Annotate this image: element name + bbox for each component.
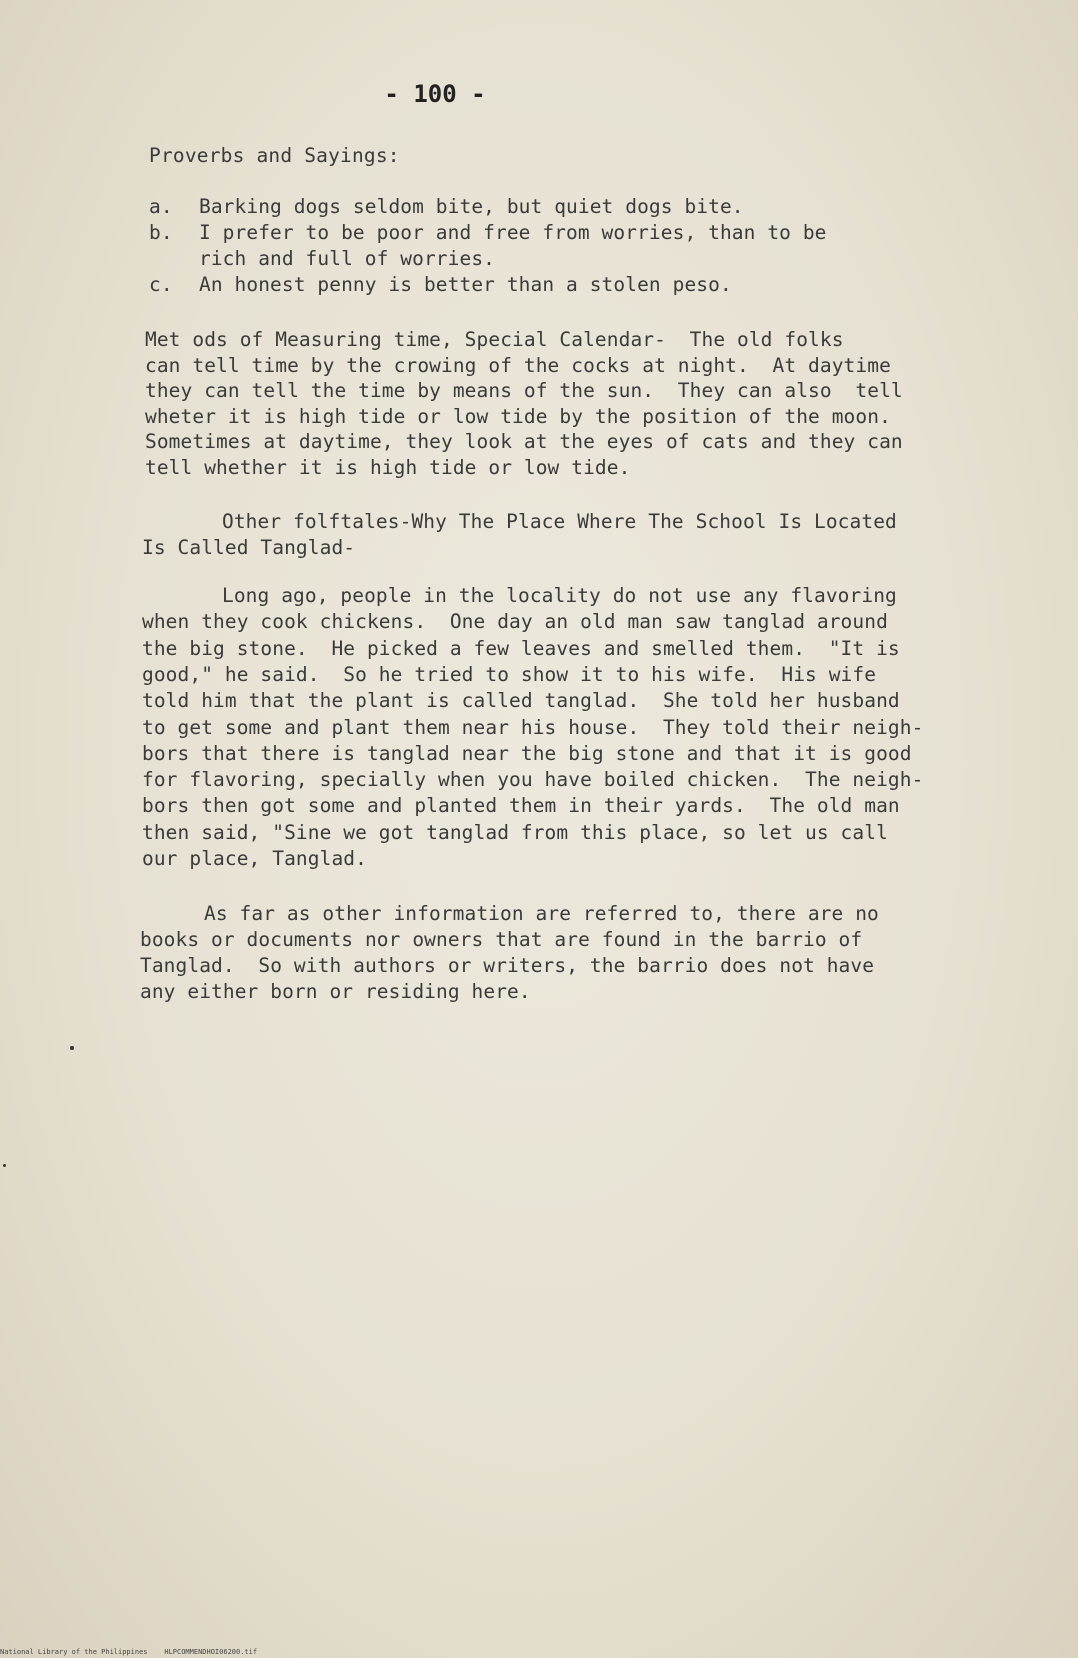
paragraph-line: good," he said. So he tried to show it to his wife. His wife bbox=[142, 662, 877, 686]
ink-speck bbox=[70, 1046, 74, 1050]
paragraph-line: any either born or residing here. bbox=[140, 980, 531, 1003]
paragraph-line: Tanglad. So with authors or writers, the barrio does not have bbox=[140, 954, 875, 977]
paragraph-line: the big stone. He picked a few leaves and smelled them. "It is bbox=[142, 636, 900, 660]
proverb-marker: a. bbox=[149, 195, 173, 218]
paragraph-line: Met ods of Measuring time, Special Calendar- The old folks bbox=[145, 328, 844, 351]
proverb-text: Barking dogs seldom bite, but quiet dogs bite. bbox=[199, 195, 744, 218]
ink-speck bbox=[3, 1164, 6, 1167]
paragraph-line: our place, Tanglad. bbox=[142, 847, 367, 870]
proverb-text: An honest penny is better than a stolen peso. bbox=[199, 273, 732, 296]
section-heading-proverbs: Proverbs and Sayings: bbox=[149, 144, 400, 167]
paragraph-line: tell whether it is high tide or low tide. bbox=[145, 456, 631, 479]
paragraph-line: they can tell the time by means of the sun. They can also tell bbox=[145, 379, 903, 403]
proverb-marker: b. bbox=[149, 221, 173, 244]
paragraph-line: As far as other information are referred to, there are no bbox=[204, 902, 879, 925]
paragraph-line: bors then got some and planted them in their yards. The old man bbox=[142, 794, 900, 818]
page-number: - 100 - bbox=[384, 80, 486, 108]
paragraph-line: told him that the plant is called tanglad. She told her husband bbox=[142, 689, 900, 713]
paragraph-line: Long ago, people in the locality do not use any flavoring bbox=[222, 584, 897, 607]
paragraph-line: for flavoring, specially when you have boiled chicken. The neigh- bbox=[142, 768, 924, 792]
paragraph-line: wheter it is high tide or low tide by the position of the moon. bbox=[145, 404, 891, 428]
proverb-text: rich and full of worries. bbox=[199, 247, 495, 270]
folktale-title-line: Other folftales-Why The Place Where The School Is Located bbox=[222, 510, 897, 533]
proverb-marker: c. bbox=[149, 273, 173, 296]
proverb-text: I prefer to be poor and free from worries, than to be bbox=[199, 221, 827, 244]
paragraph-line: when they cook chickens. One day an old man saw tanglad around bbox=[142, 610, 888, 634]
archive-footer: National Library of the Philippines HLPCOMMENDHOI06200.tif bbox=[0, 1648, 258, 1656]
folktale-title-line: Is Called Tanglad- bbox=[142, 536, 356, 559]
paragraph-line: bors that there is tanglad near the big stone and that it is good bbox=[142, 741, 912, 765]
paragraph-line: to get some and plant them near his house. They told their neigh- bbox=[142, 715, 924, 739]
paragraph-line: then said, "Sine we got tanglad from this place, so let us call bbox=[142, 820, 888, 844]
paragraph-line: can tell time by the crowing of the cocks at night. At daytime bbox=[145, 353, 891, 377]
paragraph-line: Sometimes at daytime, they look at the eyes of cats and they can bbox=[145, 430, 903, 454]
paragraph-line: books or documents nor owners that are found in the barrio of bbox=[140, 928, 863, 951]
